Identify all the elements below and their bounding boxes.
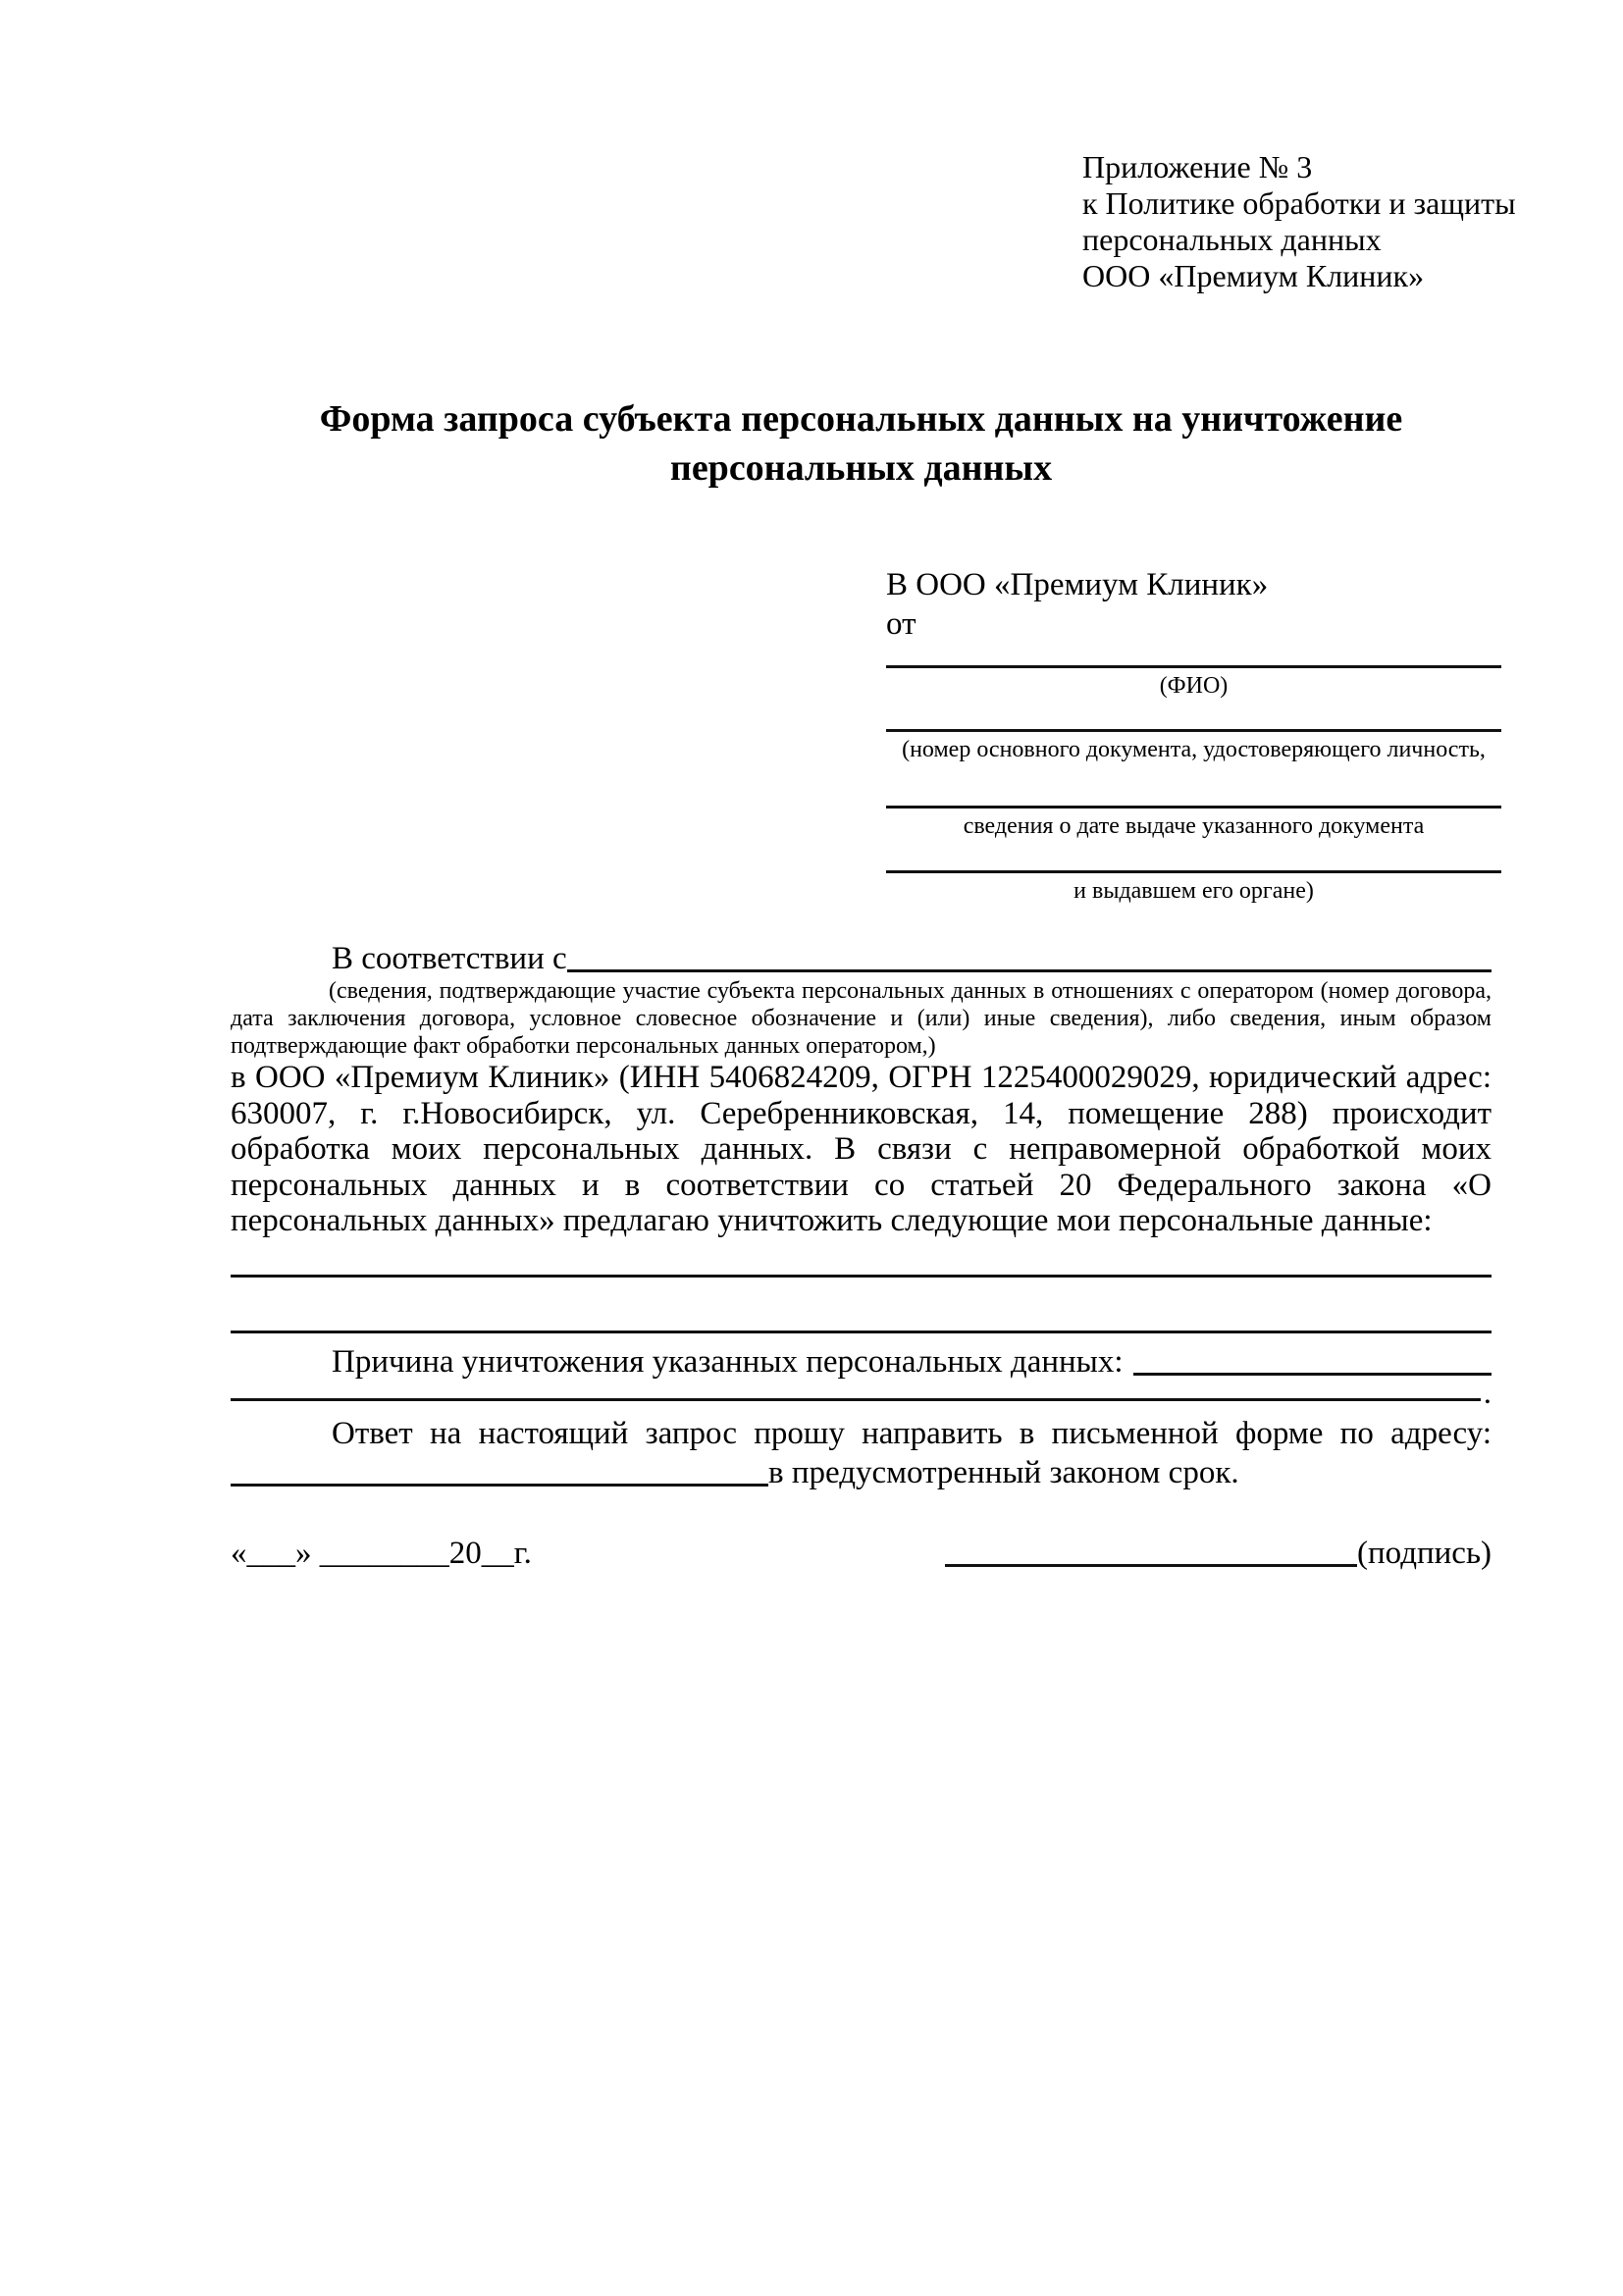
accordance-line [231,940,1492,977]
issue-date-field [886,790,1501,840]
issuing-authority-field [886,855,1501,905]
addressee-org-line: В ООО «Премиум Клиник» [886,567,1269,602]
issuing-authority-blank-line [886,855,1501,873]
reason-continuation-line [231,1375,1492,1411]
addressee-block [886,565,1501,905]
document-title: Форма запроса субъекта персональных данных на уничтожение персональных данных [319,398,1403,489]
fio-blank-line [886,650,1501,668]
reason-blank-line [1133,1373,1492,1376]
appendix-header-line-3: персональных данных [1082,222,1382,257]
appendix-header-line-1: Приложение № 3 [1082,149,1313,184]
date-signature-row [231,1533,1492,1572]
id-document-field [886,713,1501,763]
date-blank-text: «___» ________20__г. [231,1535,532,1571]
address-blank-line [231,1484,768,1487]
issuing-authority-caption: и выдавшем его органе) [1073,878,1314,904]
answer-sentence: Ответ на настоящий запрос прошу направить в письменной форме по адресу: [332,1415,1492,1451]
answer-address-line [231,1452,1492,1491]
addressee-from-label: от [886,606,916,642]
period-character: . [1483,1375,1492,1411]
accordance-footnote: (сведения, подтверждающие участие субъекта персональных данных в отношениях с оператором (номер договора, дата заключения договора, условное словесное обозначение и (или) иные сведения), либо сведения, иным образом подтверждающие факт обработки персональных данных оператором,) [231,978,1492,1059]
signature-caption: (подпись) [1357,1535,1492,1571]
fio-caption: (ФИО) [1159,673,1229,699]
reason-blank-line-2 [231,1398,1481,1401]
answer-tail-text: в предусмотренный законом срок. [768,1454,1239,1490]
id-document-caption: (номер основного документа, удостоверяющего личность, [902,737,1486,762]
document-body [231,940,1492,1572]
appendix-header-line-2: к Политике обработки и защиты [1082,185,1516,221]
issue-date-caption: сведения о дате выдаче указанного документа [963,813,1425,839]
appendix-header-line-4: ООО «Премиум Клиник» [1082,258,1425,293]
personal-data-blank-line-2 [231,1278,1492,1333]
id-document-blank-line [886,713,1501,732]
fio-field [886,650,1501,700]
issue-date-blank-line [886,790,1501,809]
reason-label: Причина уничтожения указанных персональных данных: [332,1343,1124,1380]
signature-area [945,1536,1492,1572]
main-paragraph: в ООО «Премиум Клиник» (ИНН 5406824209, ОГРН 1225400029029, юридический адрес: 630007, г. г.Новосибирск, ул. Серебренниковская, 14, помещение 288) происходит обработка моих персональных данных. В связи с неправомерной обработкой моих персональных данных и в соответствии со статьей 20 Федерального закона «О персональных данных» предлагаю уничтожить следующие мои персональные данные: [231,1060,1492,1238]
accordance-label: В соответствии с [332,941,567,976]
accordance-blank-line [567,969,1492,972]
reason-line [231,1341,1492,1381]
appendix-header [1082,149,1516,294]
signature-blank-line [945,1564,1357,1567]
personal-data-blank-line-1 [231,1239,1492,1278]
